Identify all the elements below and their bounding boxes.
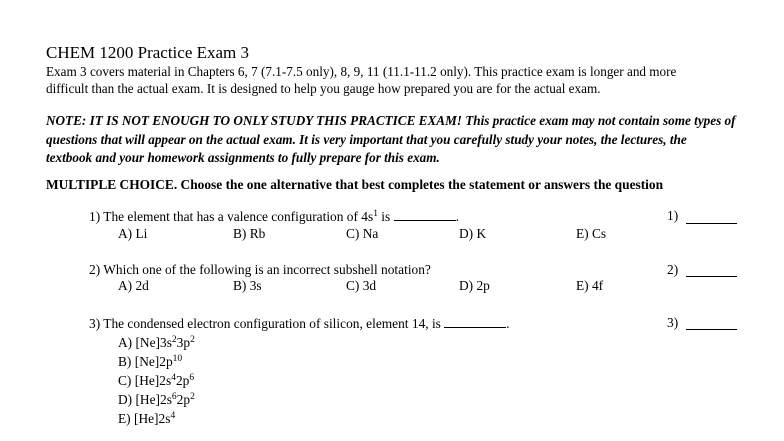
q1-option-a: A) Li bbox=[118, 226, 148, 241]
superscript: 2 bbox=[171, 335, 177, 345]
question-1-answer-blank[interactable] bbox=[686, 223, 737, 224]
question-1-text: . bbox=[455, 209, 459, 224]
question-3-text: . bbox=[506, 316, 510, 331]
option-text: B) [Ne]2p bbox=[118, 354, 173, 369]
q3-option-e bbox=[118, 411, 175, 427]
note-line: NOTE: IT IS NOT ENOUGH TO ONLY STUDY THIS PRACTICE EXAM! This practice exam may not contain some types of bbox=[46, 113, 736, 128]
question-1-number: 1) bbox=[667, 208, 679, 223]
superscript: 10 bbox=[172, 354, 183, 364]
note-line: questions that will appear on the actual exam. It is very important that you carefully study your notes, the lectures, the bbox=[46, 131, 687, 147]
question-2-answer-blank[interactable] bbox=[686, 276, 737, 277]
note-line: textbook and your homework assignments to fully prepare for this exam. bbox=[46, 150, 440, 165]
option-text: A) [Ne]3s bbox=[118, 335, 172, 350]
answer-blank-inline bbox=[444, 315, 506, 328]
q3-option-a bbox=[118, 335, 195, 351]
question-2-number: 2) bbox=[667, 262, 679, 277]
q1-option-d: D) K bbox=[459, 226, 487, 241]
question-1-text: 1) The element that has a valence configuration of 4s bbox=[89, 209, 374, 224]
question-1-text: is bbox=[377, 209, 391, 224]
q3-option-c bbox=[118, 373, 194, 389]
superscript: 1 bbox=[373, 209, 378, 219]
question-3-text: 3) The condensed electron configuration of silicon, element 14, is bbox=[89, 316, 441, 331]
q1-option-e: E) Cs bbox=[576, 226, 607, 241]
option-text: 2p bbox=[176, 392, 191, 407]
q1-option-b: B) Rb bbox=[233, 226, 266, 241]
q2-option-d: D) 2p bbox=[459, 278, 490, 293]
option-text: C) [He]2s bbox=[118, 373, 172, 388]
answer-blank-inline bbox=[394, 208, 456, 221]
q3-option-d bbox=[118, 392, 195, 408]
section-heading: MULTIPLE CHOICE. Choose the one alternative that best completes the statement or answers the question bbox=[46, 177, 664, 192]
q3-option-b bbox=[118, 354, 182, 370]
question-2-stem: 2) Which one of the following is an incorrect subshell notation? bbox=[89, 262, 431, 277]
q2-option-e: E) 4f bbox=[576, 278, 604, 293]
superscript: 4 bbox=[170, 411, 176, 421]
option-text: D) [He]2s bbox=[118, 392, 172, 407]
intro-line: difficult than the actual exam. It is designed to help you gauge how prepared you are for the actual exam. bbox=[46, 80, 601, 96]
q1-option-c: C) Na bbox=[346, 226, 379, 241]
intro-paragraph bbox=[46, 64, 676, 97]
option-text: 2p bbox=[175, 373, 190, 388]
superscript: 2 bbox=[190, 392, 195, 402]
question-3-stem bbox=[89, 315, 510, 332]
intro-line: Exam 3 covers material in Chapters 6, 7 (7.1-7.5 only), 8, 9, 11 (11.1-11.2 only). This practice exam is longer and more bbox=[46, 64, 677, 79]
superscript: 4 bbox=[171, 373, 176, 383]
question-3-answer-blank[interactable] bbox=[686, 329, 737, 330]
superscript: 2 bbox=[190, 335, 195, 345]
q2-option-c: C) 3d bbox=[346, 278, 377, 293]
page-title: CHEM 1200 Practice Exam 3 bbox=[46, 43, 250, 62]
option-text: 3p bbox=[176, 335, 191, 350]
question-3-number: 3) bbox=[667, 315, 679, 330]
option-text: E) [He]2s bbox=[118, 411, 171, 426]
q2-option-a: A) 2d bbox=[118, 278, 149, 293]
superscript: 6 bbox=[171, 392, 177, 402]
superscript: 6 bbox=[189, 373, 195, 383]
note-paragraph bbox=[46, 112, 736, 168]
question-1-stem bbox=[89, 208, 459, 225]
q2-option-b: B) 3s bbox=[233, 278, 262, 293]
